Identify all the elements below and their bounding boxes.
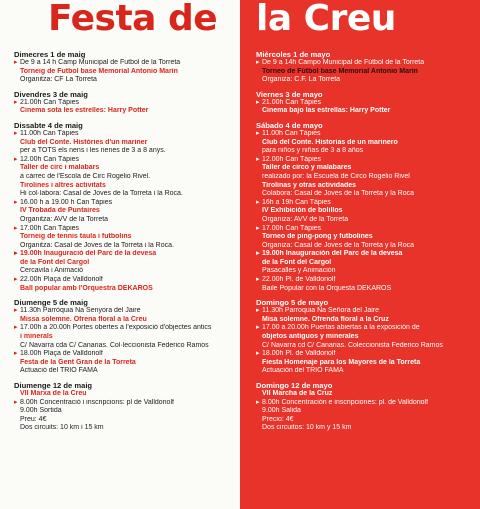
event-detail-line: [14, 267, 238, 276]
event-text: Actuación del TRIO FAMA: [262, 367, 344, 375]
event-text: 8.00h Concentración e inscripciones: pl. de Valldoriolf: [262, 398, 429, 406]
event-time-line: [14, 350, 238, 359]
event-detail-line: [14, 190, 238, 199]
event-text: Baile Popular con la Orquesta DEKAROS: [262, 284, 392, 292]
title-right-part: la Creu: [256, 0, 396, 39]
bullet-icon: ▸: [14, 398, 18, 406]
bullet-icon: ▸: [256, 250, 260, 258]
event-time-line: [256, 350, 478, 359]
event-detail-line: [256, 359, 478, 368]
title-left-part: Festa de: [48, 0, 218, 39]
event-detail-line: [256, 68, 478, 77]
event-detail-line: [256, 190, 478, 199]
event-text: IV Exhibición de bolillos: [262, 207, 343, 215]
event-text: VII Marxa de la Creu: [20, 390, 87, 397]
event-time-line: [256, 399, 478, 408]
bullet-icon: ▸: [256, 98, 260, 106]
day-heading: Divendres 3 de maig: [14, 89, 88, 99]
bullet-icon: ▸: [256, 398, 260, 406]
event-detail-line: [256, 342, 478, 351]
event-text: Misa solemne. Ofrenda floral a la Cruz: [262, 315, 389, 323]
event-text: 18.00h Plaça de Valldoriolf: [20, 350, 103, 358]
event-detail-line: [14, 316, 238, 325]
event-text: Fiesta Homenaje para los Mayores de la Torreta: [262, 358, 421, 366]
event-detail-line: [14, 342, 238, 351]
event-text: i minerals: [20, 333, 53, 341]
event-text: Dos circuits: 10 km i 15 km: [20, 424, 104, 432]
bullet-icon: ▸: [256, 307, 260, 315]
event-detail-line: [256, 173, 478, 182]
event-text: 22.00h Plaça de Valldoriolf: [20, 276, 103, 284]
event-text: Organitza: Casal de Joves de la Torreta i la Roca.: [20, 241, 174, 249]
event-time-line: [14, 99, 238, 108]
event-time-line: [14, 276, 238, 285]
event-text: Torneig de tennis taula i futbolins: [20, 233, 132, 241]
event-detail-line: [256, 216, 478, 225]
event-time-line: [14, 156, 238, 165]
event-time-line: [256, 307, 478, 316]
bullet-icon: ▸: [14, 98, 18, 106]
event-text: Organiza: Casal de Joves de la Torreta y la Roca: [262, 241, 415, 249]
event-text: Torneo de ping-pong y futbolines: [262, 233, 373, 241]
event-text: 11.00h Can Tàpies: [262, 129, 321, 137]
event-detail-line: [14, 107, 238, 116]
event-detail-line: [256, 233, 478, 242]
event-text: 11.30h Parroquia Na Señora del Jaire: [262, 307, 380, 315]
event-detail-line: [256, 259, 478, 268]
event-detail-line: [14, 333, 238, 342]
event-detail-line: [14, 76, 238, 85]
event-detail-line: [14, 139, 238, 148]
event-detail-line: [14, 164, 238, 173]
event-text: 22.00h Pl. de Valldoriolf: [262, 276, 336, 284]
event-time-line: [256, 130, 478, 139]
event-text: Organitza: AVV de la Torreta: [20, 215, 109, 223]
event-time-line: [14, 59, 238, 68]
event-text: 16.00 h a 19.00 h Can Tàpies: [20, 198, 113, 206]
event-text: IV Trobada de Puntaires: [20, 207, 100, 215]
event-text: Club del Conte. Històries d'un mariner: [20, 138, 148, 146]
day-heading: Dimecres 1 de maig: [14, 50, 86, 59]
day-heading: Domingo 5 de mayo: [256, 298, 329, 308]
event-detail-line: [256, 107, 478, 116]
event-text: 17.00h a 20.00h Portes obertes a l'exposició d'objectes antics: [20, 324, 212, 332]
bullet-icon: ▸: [256, 350, 260, 358]
event-text: 9.00h Salida: [262, 407, 301, 415]
event-detail-line: [14, 407, 238, 416]
bullet-icon: ▸: [14, 224, 18, 232]
event-text: Preu: 4€: [20, 415, 47, 423]
event-text: Hi col·labora: Casal de Joves de la Torreta i la Roca.: [20, 190, 183, 198]
bullet-icon: ▸: [256, 198, 260, 206]
event-detail-line: [256, 139, 478, 148]
event-detail-line: [14, 390, 238, 399]
event-text: de la Font del Cargol: [262, 258, 332, 266]
event-detail-line: [14, 367, 238, 376]
event-text: Taller de circ i malabars: [20, 164, 100, 172]
event-text: 11.00h Can Tàpies: [20, 129, 79, 137]
event-time-line: [256, 59, 478, 68]
event-time-line: [256, 250, 478, 259]
day-heading: Dissabte 4 de maig: [14, 120, 83, 130]
event-text: Tirolines i altres activitats: [20, 181, 106, 189]
event-text: Cinema sota les estrelles: Harry Potter: [20, 107, 149, 115]
event-text: objetos antiguos y minerales: [262, 333, 359, 341]
event-detail-line: [256, 407, 478, 416]
event-text: 17.00h Can Tàpies: [20, 224, 80, 232]
event-detail-line: [14, 285, 238, 294]
poster-title: [0, 0, 480, 44]
event-text: Tirolinas y otras actividades: [262, 181, 357, 189]
event-detail-line: [256, 316, 478, 325]
event-text: a càrrec de l'Escola de Circ Rogelio Rivel.: [20, 172, 151, 180]
event-time-line: [256, 99, 478, 108]
event-text: Pasacalles y Animación: [262, 267, 336, 275]
catalan-program: [14, 50, 238, 433]
event-time-line: [14, 225, 238, 234]
event-text: 19.00h Inauguració del Parc de la devesa: [20, 250, 157, 258]
event-detail-line: [14, 359, 238, 368]
day-heading: Sábado 4 de mayo: [256, 120, 323, 130]
event-detail-line: [256, 333, 478, 342]
event-time-line: [14, 324, 238, 333]
event-text: de la Font del Cargol: [20, 258, 90, 266]
event-text: Missa solemne. Ofrena floral a la Creu: [20, 315, 147, 323]
event-detail-line: [14, 259, 238, 268]
event-text: Actuació del TRIO FAMA: [20, 367, 98, 375]
event-text: Organiza: AVV de la Torreta: [262, 215, 349, 223]
event-detail-line: [256, 76, 478, 85]
event-detail-line: [14, 182, 238, 191]
event-time-line: [14, 130, 238, 139]
event-text: 17.00 a 20.00h Puertas abiertas a la exposición de: [262, 324, 420, 332]
event-time-line: [14, 307, 238, 316]
event-time-line: [256, 199, 478, 208]
event-time-line: [256, 276, 478, 285]
bullet-icon: ▸: [256, 129, 260, 137]
day-heading: Diumenge 12 de maig: [14, 381, 93, 390]
event-text: Ball popular amb l'Orquestra DEKAROS: [20, 284, 153, 292]
event-text: Dos circuitos: 10 km y 15 km: [262, 424, 352, 432]
event-text: 19.00h Inauguración del Parc de la devesa: [262, 250, 403, 258]
event-detail-line: [14, 68, 238, 77]
event-text: per a TOTS els nens i les nenes de 3 a 8 anys.: [20, 147, 166, 155]
event-detail-line: [14, 416, 238, 425]
event-text: Organitza: CF La Torreta: [20, 76, 97, 84]
event-text: VII Marcha de la Cruz: [262, 390, 333, 397]
event-detail-line: [14, 147, 238, 156]
event-text: Festa de la Gent Gran de la Torreta: [20, 358, 136, 366]
event-text: realizado por: la Escuela de Circo Rogelio Rivel: [262, 172, 410, 180]
event-detail-line: [256, 242, 478, 251]
event-text: 21.00h Can Tàpies: [20, 98, 80, 106]
event-text: Club del Conte. Historias de un marinero: [262, 138, 398, 146]
bullet-icon: ▸: [256, 224, 260, 232]
bullet-icon: ▸: [14, 59, 18, 66]
event-text: Precio: 4€: [262, 415, 294, 423]
event-detail-line: [14, 216, 238, 225]
event-text: Colabora: Casal de Joves de la Torreta y la Roca: [262, 190, 415, 198]
event-time-line: [256, 324, 478, 333]
day-heading: Diumenge 5 de maig: [14, 298, 88, 308]
event-time-line: [14, 399, 238, 408]
event-text: 17.00h Can Tàpies: [262, 224, 322, 232]
event-detail-line: [256, 390, 478, 399]
event-detail-line: [256, 424, 478, 433]
event-detail-line: [256, 416, 478, 425]
event-text: 21.00h Can Tàpies: [262, 98, 322, 106]
event-text: Torneo de Fútbol base Memorial Antonio Marín: [262, 67, 418, 75]
event-text: 18.00h Pl. de Valldoriolf: [262, 350, 336, 358]
event-text: De 9 a 14h Campo Municipal de Fútbol de la Torreta: [262, 59, 425, 66]
event-detail-line: [256, 367, 478, 376]
event-detail-line: [14, 173, 238, 182]
bullet-icon: ▸: [256, 324, 260, 332]
day-heading: Viernes 3 de mayo: [256, 89, 323, 99]
bullet-icon: ▸: [14, 155, 18, 163]
event-text: Torneig de Futbol base Memorial Antonio Marín: [20, 67, 178, 75]
event-text: 12.00h Can Tàpies: [262, 155, 322, 163]
event-detail-line: [256, 285, 478, 294]
event-detail-line: [256, 147, 478, 156]
bullet-icon: ▸: [256, 59, 260, 66]
event-text: C/ Navarra cda C/ Canarias. Col·leccionista Federico Ramos: [20, 341, 209, 349]
event-time-line: [256, 225, 478, 234]
event-time-line: [14, 250, 238, 259]
event-text: 8.00h Concentració i inscripcions: pl de Valldoriolf: [20, 398, 174, 406]
bullet-icon: ▸: [14, 324, 18, 332]
event-time-line: [14, 199, 238, 208]
event-text: 9.00h Sortida: [20, 407, 62, 415]
event-text: para niños y niñas de 3 a 8 años: [262, 147, 364, 155]
event-text: 16h a 19h Can Tàpies: [262, 198, 331, 206]
day-heading: Miércoles 1 de mayo: [256, 50, 331, 59]
bullet-icon: ▸: [14, 307, 18, 315]
event-text: Taller de circo y malabares: [262, 164, 352, 172]
event-text: 12.00h Can Tàpies: [20, 155, 80, 163]
bullet-icon: ▸: [14, 198, 18, 206]
event-text: Organiza: C.F. La Torreta: [262, 76, 341, 84]
event-detail-line: [14, 207, 238, 216]
event-detail-line: [256, 267, 478, 276]
event-text: Cercavila i Animació: [20, 267, 84, 275]
event-detail-line: [256, 207, 478, 216]
bullet-icon: ▸: [256, 155, 260, 163]
event-detail-line: [14, 242, 238, 251]
event-text: C/ Navarra cd C/ Canarias. Coleccionista Federico Ramos: [262, 341, 443, 349]
spanish-program: [256, 50, 478, 433]
bullet-icon: ▸: [14, 250, 18, 258]
event-time-line: [256, 156, 478, 165]
event-detail-line: [256, 182, 478, 191]
bullet-icon: ▸: [256, 276, 260, 284]
day-heading: Domingo 12 de mayo: [256, 381, 333, 390]
event-detail-line: [14, 424, 238, 433]
bullet-icon: ▸: [14, 276, 18, 284]
event-text: 11.30h Parròquia Na Senyora del Jaire: [20, 307, 141, 315]
bullet-icon: ▸: [14, 129, 18, 137]
event-detail-line: [14, 233, 238, 242]
bullet-icon: ▸: [14, 350, 18, 358]
event-detail-line: [256, 164, 478, 173]
event-text: Cinema bajo las estrellas: Harry Potter: [262, 107, 391, 115]
event-text: De 9 a 14 h Camp Municipal de Futbol de la Torreta: [20, 59, 181, 66]
